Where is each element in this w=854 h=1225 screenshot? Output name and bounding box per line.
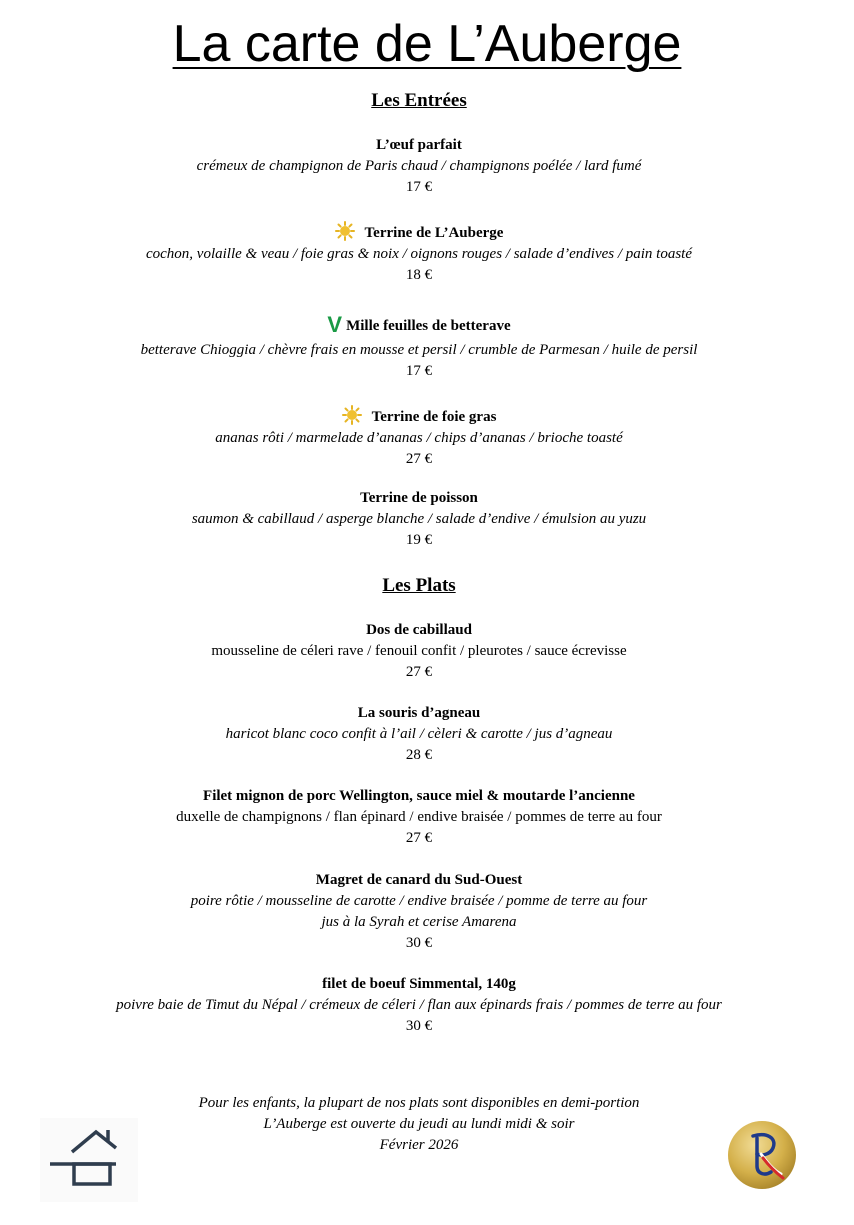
dish-price: 27 €: [405, 451, 433, 467]
dish-price: 28 €: [405, 747, 433, 763]
dish-description: poire rôtie / mousseline de carotte / endive braisée / pomme de terre au four: [190, 893, 648, 909]
dish-name: L’œuf parfait: [376, 137, 462, 153]
dish-description: poivre baie de Timut du Népal / crémeux de céleri / flan aux épinards frais / pommes de terre au four: [116, 997, 722, 1013]
dish-description: mousseline de céleri rave / fenouil confit / pleurotes / sauce écrevisse: [211, 643, 627, 659]
restaurant-badge-icon: [727, 1120, 797, 1190]
dish-name: Dos de cabillaud: [366, 622, 472, 638]
sun-icon: [342, 405, 362, 425]
dish-description: saumon & cabillaud / asperge blanche / salade d’endive / émulsion au yuzu: [191, 511, 647, 527]
dish-price: 17 €: [405, 363, 433, 379]
dish-name: filet de boeuf Simmental, 140g: [322, 976, 516, 992]
dish-description: cochon, volaille & veau / foie gras & noix / oignons rouges / salade d’endives / pain toasté: [145, 246, 693, 262]
dish-price: 27 €: [405, 664, 433, 680]
dish-name: Filet mignon de porc Wellington, sauce miel & moutarde l’ancienne: [203, 788, 635, 804]
footer-line: Pour les enfants, la plupart de nos plats sont disponibles en demi-portion: [198, 1095, 640, 1111]
dish-name: La souris d’agneau: [357, 705, 481, 721]
menu-item: [0, 786, 838, 849]
footer-line: L’Auberge est ouverte du jeudi au lundi midi & soir: [263, 1116, 575, 1132]
menu-item: [0, 405, 838, 470]
dish-price: 18 €: [405, 267, 433, 283]
menu-item: [0, 135, 838, 198]
menu-item: [0, 703, 838, 766]
page-title: La carte de L’Auberge: [172, 15, 682, 73]
dish-name: Terrine de L’Auberge: [364, 225, 504, 241]
vegetarian-marker: V: [327, 312, 343, 337]
dish-price: 17 €: [405, 179, 433, 195]
menu-item: [0, 311, 838, 382]
menu-item: [0, 974, 838, 1037]
dish-price: 30 €: [405, 935, 433, 951]
dish-description: ananas rôti / marmelade d’ananas / chips d’ananas / brioche toasté: [215, 430, 623, 446]
footer-date: Février 2026: [379, 1137, 459, 1153]
sun-icon: [335, 221, 355, 241]
menu-item: [0, 870, 838, 954]
dish-description: betterave Chioggia / chèvre frais en mousse et persil / crumble de Parmesan / huile de persil: [140, 342, 698, 358]
dish-name: Mille feuilles de betterave: [346, 318, 511, 334]
menu-item: [0, 488, 838, 551]
dish-name: Magret de canard du Sud-Ouest: [315, 872, 523, 888]
dish-description: duxelle de champignons / flan épinard / endive braisée / pommes de terre au four: [176, 809, 662, 825]
dish-name: Terrine de poisson: [360, 490, 478, 506]
dish-description: haricot blanc coco confit à l’ail / cèleri & carotte / jus d’agneau: [225, 726, 613, 742]
menu-item: [0, 620, 838, 683]
section-title-plats: Les Plats: [382, 575, 456, 596]
dish-description-2: jus à la Syrah et cerise Amarena: [321, 914, 517, 930]
menu-item: [0, 221, 838, 286]
dish-price: 19 €: [405, 532, 433, 548]
dish-price: 27 €: [405, 830, 433, 846]
house-logo-icon: [40, 1118, 138, 1202]
dish-price: 30 €: [405, 1018, 433, 1034]
dish-description: crémeux de champignon de Paris chaud / champignons poélée / lard fumé: [196, 158, 642, 174]
section-title-entrees: Les Entrées: [371, 90, 467, 111]
dish-name: Terrine de foie gras: [371, 409, 497, 425]
